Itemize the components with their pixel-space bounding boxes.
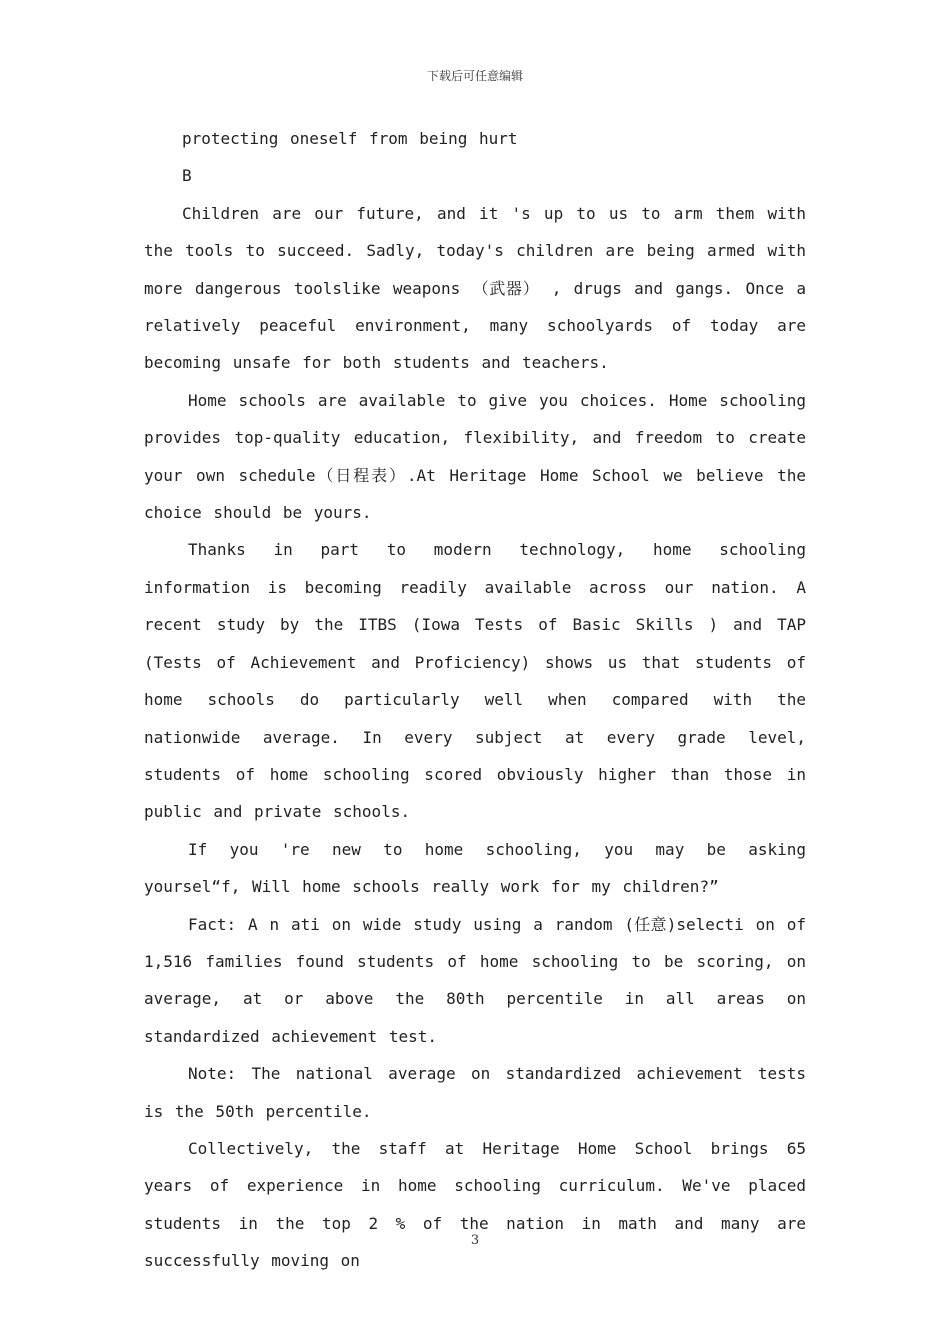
paragraph-home-schools: Home schools are available to give you choices. Home schooling provides top-quality education, flexibility, and freedom to create your own schedule（日程表）.At Heritage Home School we believe the choice should be yours. — [144, 390, 806, 523]
paragraph-if-new: If you 're new to home schooling, you may be asking yoursel“f, Will home schools really work for my children?” — [144, 839, 806, 897]
paragraph-note: Note: The national average on standardized achievement tests is the 50th percentile. — [144, 1064, 806, 1121]
paragraph-section-b: B — [182, 166, 192, 186]
paragraph-protecting: protecting oneself from being hurt — [182, 129, 518, 148]
paragraph-thanks: Thanks in part to modern technology, home schooling information is becoming readily available across our nation. A recent study by the ITBS (Iowa Tests of Basic Skills ) and TAP (Tests of Achievement and Proficiency) shows us that students of home schools do particularly well when compared with the nationwide average. In every subject at every grade level, students of home schooling scored obviously higher than those in public and private schools. — [144, 540, 806, 822]
page-number: 3 — [470, 1233, 480, 1248]
paragraph-children: Children are our future, and it 's up to us to arm them with the tools to succeed. Sadly, today's children are being armed with more dangerous toolslike weapons （武器） , drugs and gangs. Once a relatively peaceful environment, many schoolyards of today are becoming unsafe for both students and teachers. — [144, 203, 806, 373]
paragraph-collectively: Collectively, the staff at Heritage Home School brings 65 years of experience in home schooling curriculum. We've placed students in the top 2 % of the nation in math and many are successfully moving on — [144, 1138, 806, 1271]
document-body — [144, 120, 806, 1280]
paragraph-fact: Fact: A n ati on wide study using a random (任意)selecti on of 1,516 families found students of home schooling to be scoring, on average, at or above the 80th percentile in all areas on standardized achievement test. — [144, 914, 806, 1046]
page-header: 下载后可任意编辑 — [426, 69, 523, 83]
